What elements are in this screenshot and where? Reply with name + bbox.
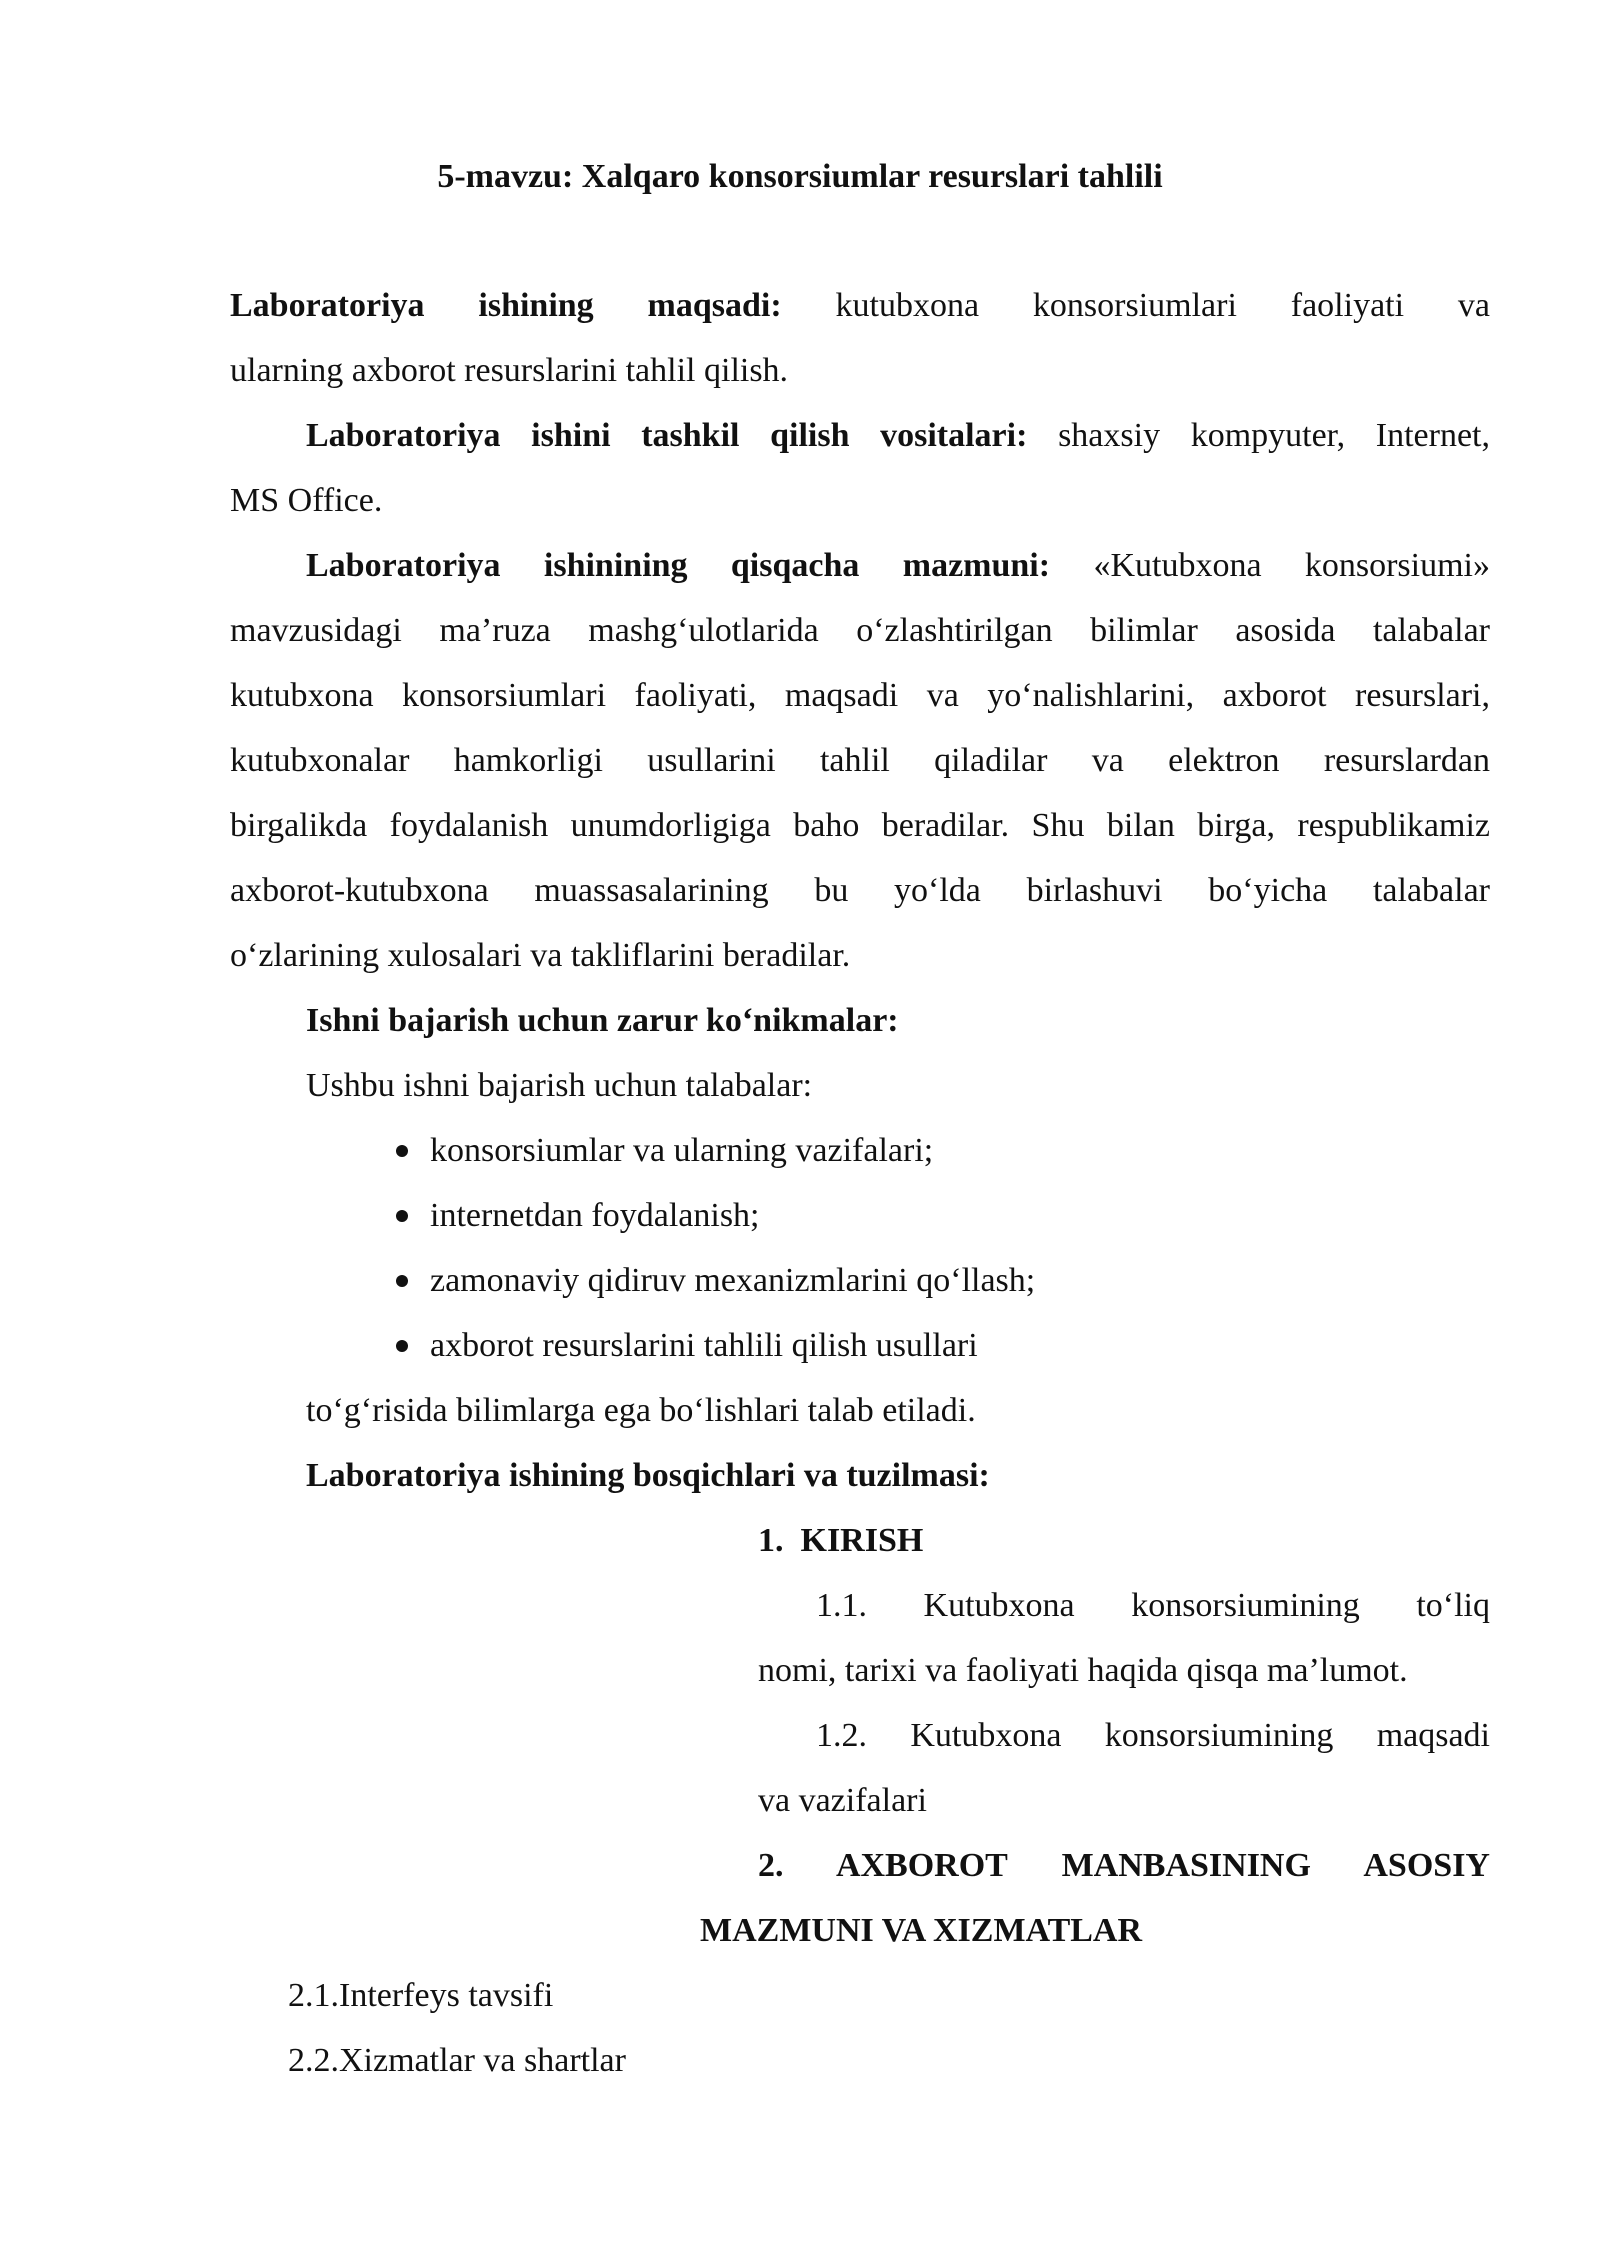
skills-item: internetdan foydalanish; [430, 1197, 760, 1234]
page-title: 5-mavzu: Xalqaro konsorsiumlar resurslari tahlili [437, 158, 1163, 195]
section-2-line-2: MAZMUNI VA XIZMATLAR [700, 1912, 1143, 1949]
bullet-icon [396, 1340, 408, 1352]
section-2-line-1: 2. AXBOROT MANBASINING ASOSIY [758, 1847, 1490, 1884]
summary-line: axborot-kutubxona muassasalarining bu yo‘lda birlashuvi bo‘yicha talabalar [230, 872, 1490, 909]
section-2-1: 2.1.Interfeys tavsifi [288, 1977, 554, 2014]
summary-line: birgalikda foydalanish unumdorligiga baho beradilar. Shu bilan birga, respublikamiz [230, 807, 1490, 844]
summary-label: Laboratoriya ishinining qisqacha mazmuni: [306, 547, 1051, 584]
goal-label: Laboratoriya ishining maqsadi: [230, 287, 782, 324]
bullet-icon [396, 1145, 408, 1157]
skills-item: zamonaviy qidiruv mexanizmlarini qo‘llash; [430, 1262, 1036, 1299]
section-1-number: 1. [758, 1522, 784, 1559]
tools-line-1 [306, 416, 1490, 456]
goal-line-2: ularning axborot resurslarini tahlil qilish. [230, 352, 789, 389]
section-1-1-line-1: 1.1. Kutubxona konsorsiumining to‘liq [816, 1587, 1490, 1624]
structure-heading: Laboratoriya ishining bosqichlari va tuzilmasi: [306, 1457, 990, 1494]
summary-line: kutubxonalar hamkorligi usullarini tahlil qiladilar va elektron resurslardan [230, 742, 1490, 779]
bullet-icon [396, 1210, 408, 1222]
skills-item: axborot resurslarini tahlili qilish usullari [430, 1327, 978, 1364]
summary-text: «Kutubxona konsorsiumi» [1093, 547, 1491, 584]
summary-line: mavzusidagi ma’ruza mashg‘ulotlarida o‘zlashtirilgan bilimlar asosida talabalar [230, 612, 1490, 649]
goal-text: kutubxona konsorsiumlari faoliyati va [835, 287, 1491, 324]
tools-label: Laboratoriya ishini tashkil qilish vositalari: [306, 417, 1028, 454]
skills-outro: to‘g‘risida bilimlarga ega bo‘lishlari talab etiladi. [306, 1392, 976, 1429]
skills-heading: Ishni bajarish uchun zarur ko‘nikmalar: [306, 1002, 899, 1039]
section-1-2-line-1: 1.2. Kutubxona konsorsiumining maqsadi [816, 1717, 1490, 1754]
summary-line: kutubxona konsorsiumlari faoliyati, maqsadi va yo‘nalishlarini, axborot resurslari, [230, 677, 1490, 714]
summary-line-1 [306, 546, 1490, 586]
skills-intro: Ushbu ishni bajarish uchun talabalar: [306, 1067, 813, 1104]
section-1-2-line-2: va vazifalari [758, 1782, 927, 1819]
section-1-1-line-2: nomi, tarixi va faoliyati haqida qisqa ma’lumot. [758, 1652, 1408, 1689]
section-1-title: KIRISH [800, 1522, 924, 1559]
tools-text: shaxsiy kompyuter, Internet, [1058, 417, 1490, 454]
goal-line-1 [230, 286, 1490, 326]
bullet-icon [396, 1275, 408, 1287]
summary-last-line: o‘zlarining xulosalari va takliflarini beradilar. [230, 937, 851, 974]
section-2-2: 2.2.Xizmatlar va shartlar [288, 2042, 626, 2079]
tools-line-2: MS Office. [230, 482, 383, 519]
section-1-heading [758, 1521, 923, 1561]
skills-item: konsorsiumlar va ularning vazifalari; [430, 1132, 934, 1169]
